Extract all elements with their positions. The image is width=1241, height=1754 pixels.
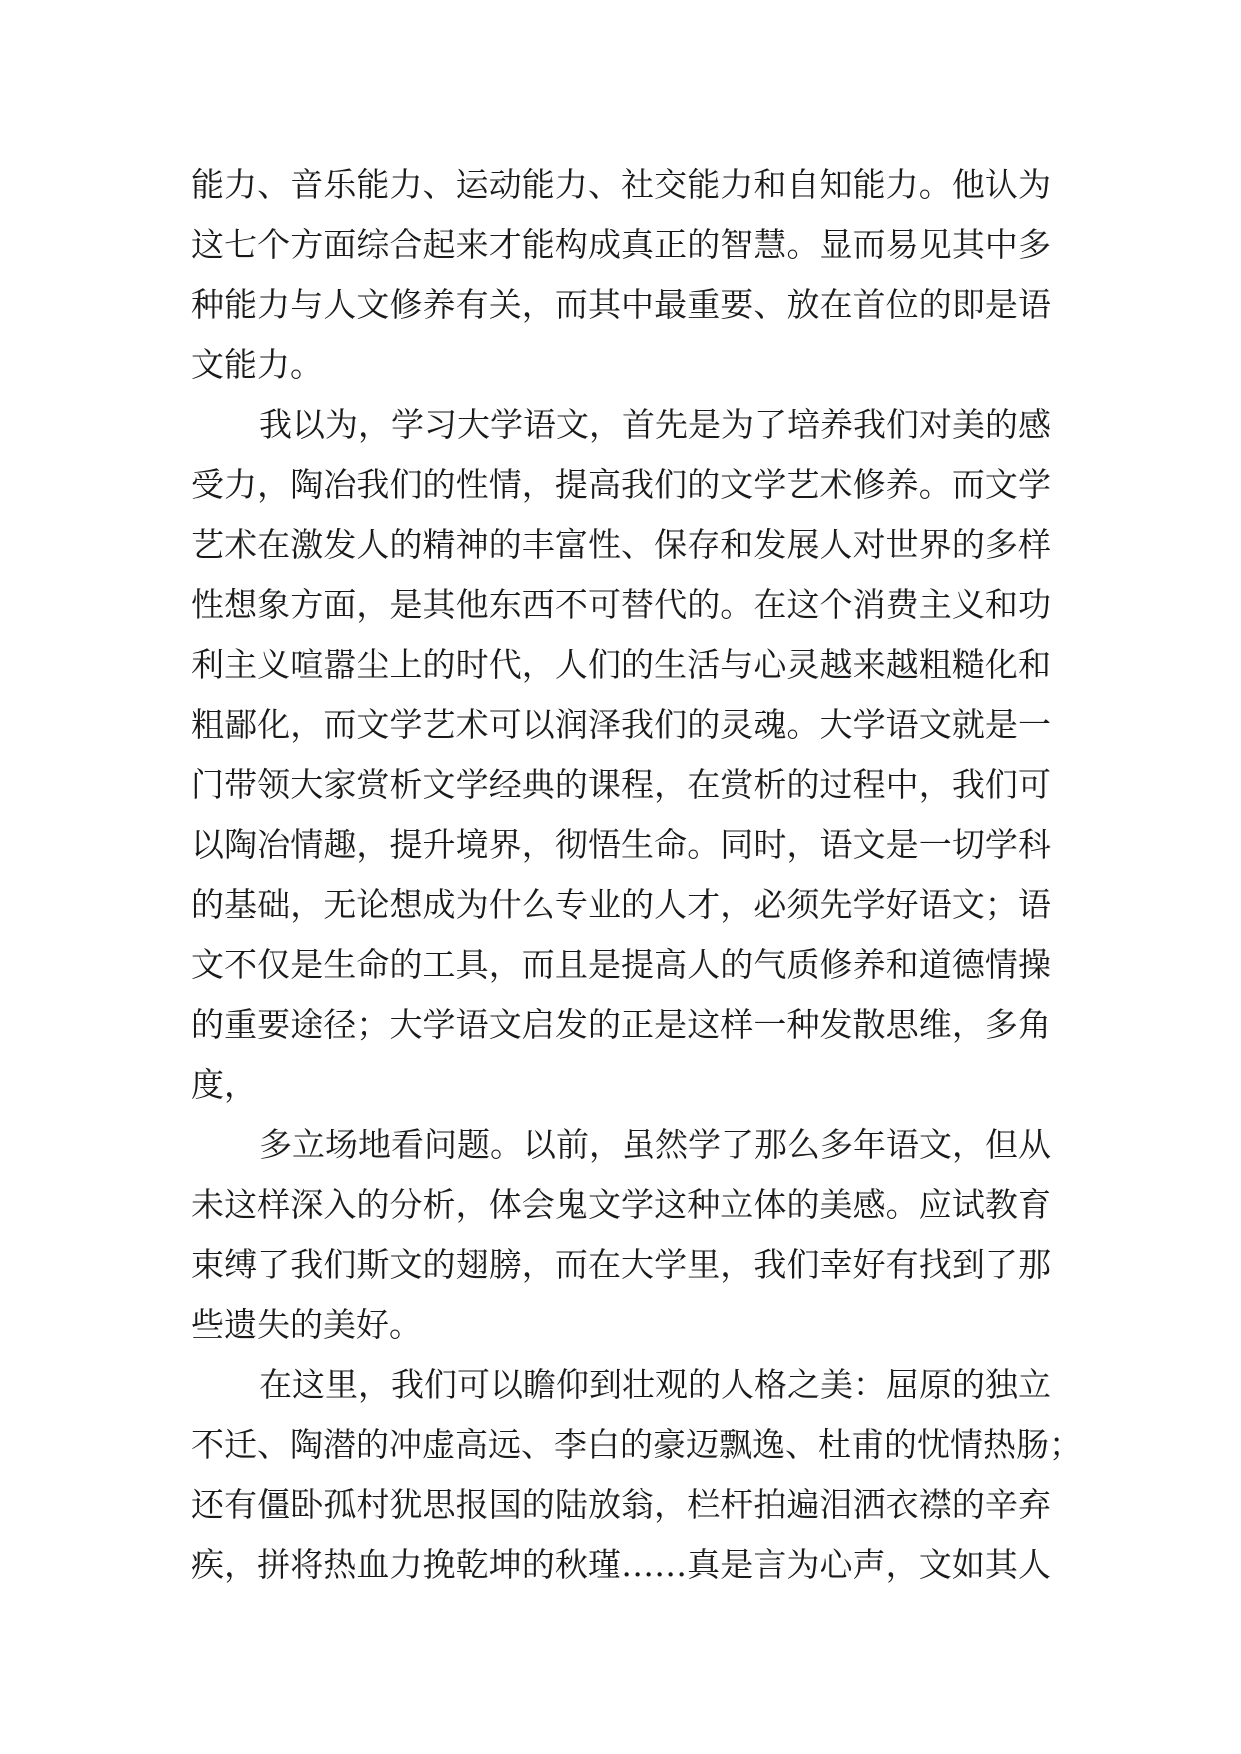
- text-line: 种能力与人文修养有关，而其中最重要、放在首位的即是语: [191, 285, 1051, 324]
- paragraph-start-line: 在这里，我们可以瞻仰到壮观的人格之美：屈原的独立: [259, 1365, 1051, 1404]
- text-line: 束缚了我们斯文的翅膀，而在大学里，我们幸好有找到了那: [191, 1245, 1051, 1284]
- text-line: 未这样深入的分析，体会鬼文学这种立体的美感。应试教育: [191, 1185, 1051, 1224]
- text-line: 文能力。: [191, 345, 323, 384]
- text-line: 艺术在激发人的精神的丰富性、保存和发展人对世界的多样: [191, 525, 1051, 564]
- paragraph-start-line: 我以为，学习大学语文，首先是为了培养我们对美的感: [259, 405, 1051, 444]
- text-line: 以陶冶情趣，提升境界，彻悟生命。同时，语文是一切学科: [191, 825, 1051, 864]
- text-line: 还有僵卧孤村犹思报国的陆放翁，栏杆拍遍泪洒衣襟的辛弃: [191, 1485, 1051, 1524]
- text-line: 利主义喧嚣尘上的时代，人们的生活与心灵越来越粗糙化和: [191, 645, 1051, 684]
- text-line: 的基础，无论想成为什么专业的人才，必须先学好语文；语: [191, 885, 1051, 924]
- text-line: 受力，陶冶我们的性情，提高我们的文学艺术修养。而文学: [191, 465, 1051, 504]
- text-line: 不迁、陶潜的冲虚高远、李白的豪迈飘逸、杜甫的忧情热肠；: [191, 1425, 1082, 1464]
- text-line: 门带领大家赏析文学经典的课程，在赏析的过程中，我们可: [191, 765, 1051, 804]
- text-line: 些遗失的美好。: [191, 1305, 422, 1344]
- text-line: 这七个方面综合起来才能构成真正的智慧。显而易见其中多: [191, 225, 1051, 264]
- text-line: 文不仅是生命的工具，而且是提高人的气质修养和道德情操: [191, 945, 1051, 984]
- text-line: 粗鄙化，而文学艺术可以润泽我们的灵魂。大学语文就是一: [191, 705, 1051, 744]
- text-line: 疾，拼将热血力挽乾坤的秋瑾……真是言为心声，文如其人: [191, 1545, 1051, 1584]
- text-line: 能力、音乐能力、运动能力、社交能力和自知能力。他认为: [191, 165, 1051, 204]
- paragraph-start-line: 多立场地看问题。以前，虽然学了那么多年语文，但从: [259, 1125, 1051, 1164]
- text-line: 度，: [191, 1065, 257, 1104]
- text-line: 性想象方面，是其他东西不可替代的。在这个消费主义和功: [191, 585, 1051, 624]
- text-line: 的重要途径；大学语文启发的正是这样一种发散思维，多角: [191, 1005, 1051, 1044]
